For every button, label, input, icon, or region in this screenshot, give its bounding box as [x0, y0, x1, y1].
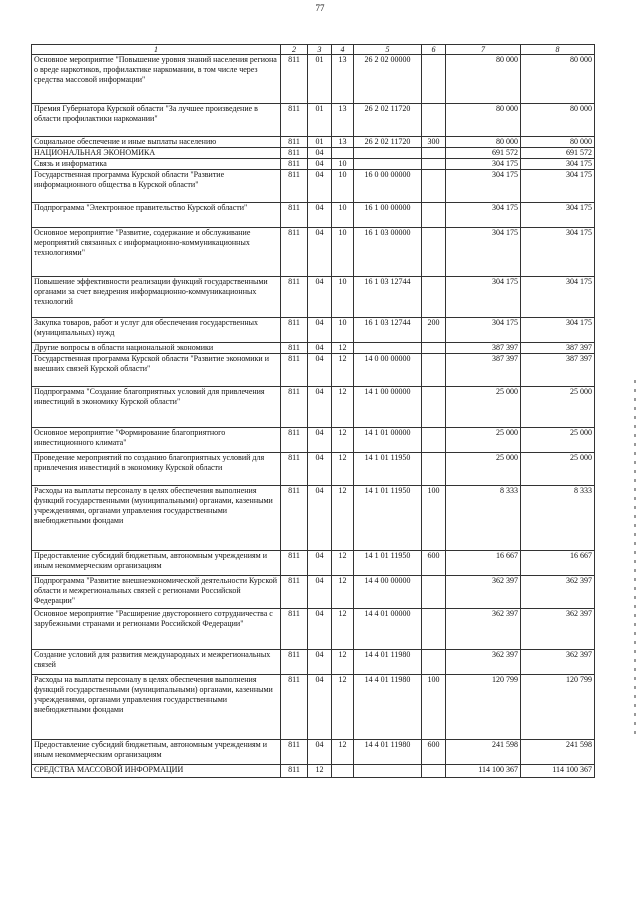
- cell-ministry-code: 811: [281, 148, 308, 159]
- cell-target-article: 16 1 03 12744: [354, 277, 422, 318]
- cell-section-code: 04: [308, 609, 332, 650]
- cell-subsection-code: 13: [332, 104, 354, 137]
- cell-name: Расходы на выплаты персоналу в целях обеспечения выполнения функций государственными (муниципальными) органами, казенными учреждениями, органами управления государственными внебюджетными фондами: [32, 486, 281, 551]
- cell-section-code: 04: [308, 675, 332, 740]
- cell-name: Основное мероприятие "Повышение уровня знаний населения региона о вреде наркотиков, профилактике наркомании, в том числе через средства массовой информации": [32, 55, 281, 104]
- cell-section-code: 04: [308, 453, 332, 486]
- cell-ministry-code: 811: [281, 387, 308, 428]
- cell-name: Государственная программа Курской области "Развитие экономики и внешних связей Курской области": [32, 354, 281, 387]
- cell-expense-type: 600: [422, 740, 446, 765]
- column-number: 3: [308, 45, 332, 55]
- column-number: 7: [446, 45, 521, 55]
- cell-section-code: 04: [308, 387, 332, 428]
- cell-ministry-code: 811: [281, 318, 308, 343]
- cell-name: Повышение эффективности реализации функций государственными органами за счет внедрения информационно-коммуникационных технологий: [32, 277, 281, 318]
- column-number: 4: [332, 45, 354, 55]
- cell-ministry-code: 811: [281, 576, 308, 609]
- cell-name: Предоставление субсидий бюджетным, автономным учреждениям и иным некоммерческим организациям: [32, 740, 281, 765]
- cell-amount-year1: 8 333: [446, 486, 521, 551]
- cell-amount-year1: 25 000: [446, 428, 521, 453]
- cell-name: Государственная программа Курской области "Развитие информационного общества в Курской области": [32, 170, 281, 203]
- cell-amount-year1: 362 397: [446, 650, 521, 675]
- cell-section-code: 04: [308, 551, 332, 576]
- table-row: [32, 609, 595, 650]
- cell-ministry-code: 811: [281, 343, 308, 354]
- cell-amount-year1: 16 667: [446, 551, 521, 576]
- cell-section-code: 04: [308, 318, 332, 343]
- cell-target-article: [354, 159, 422, 170]
- cell-amount-year2: 80 000: [521, 104, 595, 137]
- cell-expense-type: [422, 650, 446, 675]
- cell-target-article: 14 1 00 00000: [354, 387, 422, 428]
- cell-target-article: 14 4 01 11980: [354, 650, 422, 675]
- table-row: [32, 765, 595, 778]
- cell-ministry-code: 811: [281, 428, 308, 453]
- cell-section-code: 01: [308, 104, 332, 137]
- cell-target-article: 16 0 00 00000: [354, 170, 422, 203]
- cell-section-code: 12: [308, 765, 332, 778]
- cell-target-article: 16 1 00 00000: [354, 203, 422, 228]
- cell-subsection-code: 10: [332, 170, 354, 203]
- cell-section-code: 04: [308, 277, 332, 318]
- cell-section-code: 04: [308, 159, 332, 170]
- cell-amount-year2: 304 175: [521, 318, 595, 343]
- cell-amount-year1: 304 175: [446, 277, 521, 318]
- cell-expense-type: [422, 354, 446, 387]
- cell-subsection-code: 10: [332, 228, 354, 277]
- cell-section-code: 04: [308, 228, 332, 277]
- cell-target-article: 14 1 01 11950: [354, 551, 422, 576]
- table-row: [32, 740, 595, 765]
- scan-edge-mark: [634, 380, 636, 740]
- cell-subsection-code: [332, 148, 354, 159]
- cell-section-code: 04: [308, 650, 332, 675]
- table-row: [32, 675, 595, 740]
- cell-ministry-code: 811: [281, 170, 308, 203]
- cell-amount-year2: 304 175: [521, 170, 595, 203]
- cell-target-article: 26 2 02 11720: [354, 137, 422, 148]
- cell-subsection-code: 12: [332, 609, 354, 650]
- cell-subsection-code: 12: [332, 343, 354, 354]
- cell-subsection-code: 10: [332, 203, 354, 228]
- table-row: [32, 343, 595, 354]
- cell-name: Премия Губернатора Курской области "За лучшее произведение в области профилактики наркомании": [32, 104, 281, 137]
- table-row: [32, 551, 595, 576]
- cell-amount-year1: 241 598: [446, 740, 521, 765]
- cell-ministry-code: 811: [281, 228, 308, 277]
- cell-amount-year2: 114 100 367: [521, 765, 595, 778]
- cell-subsection-code: 10: [332, 318, 354, 343]
- cell-subsection-code: 12: [332, 486, 354, 551]
- cell-amount-year1: 362 397: [446, 576, 521, 609]
- cell-name: Основное мероприятие "Формирование благоприятного инвестиционного климата": [32, 428, 281, 453]
- cell-ministry-code: 811: [281, 203, 308, 228]
- cell-section-code: 04: [308, 148, 332, 159]
- cell-target-article: 16 1 03 12744: [354, 318, 422, 343]
- cell-amount-year1: 304 175: [446, 203, 521, 228]
- column-number: 5: [354, 45, 422, 55]
- cell-section-code: 04: [308, 203, 332, 228]
- cell-amount-year2: 691 572: [521, 148, 595, 159]
- cell-amount-year2: 304 175: [521, 277, 595, 318]
- cell-name: Создание условий для развития международных и межрегиональных связей: [32, 650, 281, 675]
- cell-subsection-code: [332, 765, 354, 778]
- table-row: [32, 576, 595, 609]
- table-row: [32, 170, 595, 203]
- cell-ministry-code: 811: [281, 486, 308, 551]
- cell-expense-type: [422, 170, 446, 203]
- cell-expense-type: 100: [422, 486, 446, 551]
- cell-target-article: 14 4 01 11980: [354, 675, 422, 740]
- cell-expense-type: 600: [422, 551, 446, 576]
- cell-expense-type: [422, 343, 446, 354]
- cell-section-code: 04: [308, 740, 332, 765]
- cell-target-article: [354, 148, 422, 159]
- cell-amount-year2: 362 397: [521, 650, 595, 675]
- table-row: [32, 159, 595, 170]
- cell-subsection-code: 12: [332, 650, 354, 675]
- cell-target-article: 14 1 01 11950: [354, 486, 422, 551]
- cell-name: Подпрограмма "Создание благоприятных условий для привлечения инвестиций в экономику Курской области": [32, 387, 281, 428]
- cell-section-code: 04: [308, 354, 332, 387]
- table-row: [32, 486, 595, 551]
- cell-expense-type: [422, 104, 446, 137]
- cell-expense-type: [422, 159, 446, 170]
- cell-target-article: 14 4 00 00000: [354, 576, 422, 609]
- cell-section-code: 04: [308, 486, 332, 551]
- cell-name: Социальное обеспечение и иные выплаты населению: [32, 137, 281, 148]
- cell-name: Основное мероприятие "Развитие, содержание и обслуживание мероприятий связанных с информационно-коммуникационных технологиями": [32, 228, 281, 277]
- cell-target-article: 16 1 03 00000: [354, 228, 422, 277]
- cell-expense-type: [422, 203, 446, 228]
- cell-amount-year1: 304 175: [446, 159, 521, 170]
- cell-section-code: 04: [308, 576, 332, 609]
- cell-amount-year2: 362 397: [521, 576, 595, 609]
- cell-target-article: 14 0 00 00000: [354, 354, 422, 387]
- cell-amount-year1: 691 572: [446, 148, 521, 159]
- cell-amount-year1: 304 175: [446, 170, 521, 203]
- cell-amount-year1: 114 100 367: [446, 765, 521, 778]
- column-number-row: [32, 45, 595, 55]
- cell-name: Основное мероприятие "Расширение двустороннего сотрудничества с зарубежными странами и регионами Российской Федерации": [32, 609, 281, 650]
- cell-amount-year2: 80 000: [521, 137, 595, 148]
- cell-amount-year1: 362 397: [446, 609, 521, 650]
- cell-ministry-code: 811: [281, 104, 308, 137]
- cell-expense-type: [422, 453, 446, 486]
- table-row: [32, 387, 595, 428]
- cell-target-article: 14 1 01 00000: [354, 428, 422, 453]
- table-row: [32, 354, 595, 387]
- table-row: [32, 203, 595, 228]
- cell-target-article: 14 1 01 11950: [354, 453, 422, 486]
- cell-expense-type: [422, 576, 446, 609]
- cell-subsection-code: 12: [332, 453, 354, 486]
- cell-section-code: 01: [308, 55, 332, 104]
- cell-name: СРЕДСТВА МАССОВОЙ ИНФОРМАЦИИ: [32, 765, 281, 778]
- cell-subsection-code: 13: [332, 55, 354, 104]
- cell-amount-year1: 120 799: [446, 675, 521, 740]
- cell-subsection-code: 12: [332, 354, 354, 387]
- cell-amount-year2: 25 000: [521, 428, 595, 453]
- cell-expense-type: 200: [422, 318, 446, 343]
- cell-expense-type: [422, 387, 446, 428]
- cell-subsection-code: 12: [332, 387, 354, 428]
- cell-amount-year1: 387 397: [446, 354, 521, 387]
- cell-subsection-code: 10: [332, 277, 354, 318]
- cell-expense-type: 300: [422, 137, 446, 148]
- cell-amount-year2: 362 397: [521, 609, 595, 650]
- table-row: [32, 650, 595, 675]
- cell-section-code: 01: [308, 137, 332, 148]
- cell-expense-type: [422, 765, 446, 778]
- column-number: 1: [32, 45, 281, 55]
- cell-ministry-code: 811: [281, 277, 308, 318]
- cell-section-code: 04: [308, 428, 332, 453]
- cell-section-code: 04: [308, 170, 332, 203]
- cell-subsection-code: 12: [332, 576, 354, 609]
- cell-ministry-code: 811: [281, 765, 308, 778]
- page-number: 77: [315, 3, 325, 13]
- cell-target-article: 26 2 02 11720: [354, 104, 422, 137]
- cell-subsection-code: 10: [332, 159, 354, 170]
- cell-ministry-code: 811: [281, 55, 308, 104]
- cell-amount-year2: 8 333: [521, 486, 595, 551]
- cell-subsection-code: 12: [332, 551, 354, 576]
- cell-expense-type: 100: [422, 675, 446, 740]
- cell-ministry-code: 811: [281, 740, 308, 765]
- cell-amount-year1: 25 000: [446, 387, 521, 428]
- cell-amount-year2: 120 799: [521, 675, 595, 740]
- cell-target-article: [354, 765, 422, 778]
- cell-expense-type: [422, 148, 446, 159]
- cell-ministry-code: 811: [281, 551, 308, 576]
- cell-target-article: 26 2 02 00000: [354, 55, 422, 104]
- cell-expense-type: [422, 55, 446, 104]
- cell-ministry-code: 811: [281, 453, 308, 486]
- column-number: 6: [422, 45, 446, 55]
- table-row: [32, 277, 595, 318]
- cell-ministry-code: 811: [281, 609, 308, 650]
- budget-table: [31, 44, 595, 778]
- cell-ministry-code: 811: [281, 650, 308, 675]
- table-row: [32, 428, 595, 453]
- cell-target-article: 14 4 01 00000: [354, 609, 422, 650]
- cell-name: Проведение мероприятий по созданию благоприятных условий для привлечения инвестиций в экономику Курской области: [32, 453, 281, 486]
- table-row: [32, 55, 595, 104]
- cell-amount-year1: 304 175: [446, 318, 521, 343]
- table-row: [32, 148, 595, 159]
- cell-expense-type: [422, 428, 446, 453]
- cell-expense-type: [422, 277, 446, 318]
- cell-amount-year1: 80 000: [446, 104, 521, 137]
- cell-ministry-code: 811: [281, 137, 308, 148]
- cell-ministry-code: 811: [281, 159, 308, 170]
- column-number: 2: [281, 45, 308, 55]
- cell-expense-type: [422, 609, 446, 650]
- cell-target-article: 14 4 01 11980: [354, 740, 422, 765]
- cell-amount-year2: 25 000: [521, 453, 595, 486]
- cell-amount-year2: 387 397: [521, 343, 595, 354]
- cell-subsection-code: 12: [332, 428, 354, 453]
- cell-name: Подпрограмма "Развитие внешнеэкономической деятельности Курской области и межрегиональных связей с регионами Российской Федерации": [32, 576, 281, 609]
- cell-amount-year1: 25 000: [446, 453, 521, 486]
- cell-amount-year2: 241 598: [521, 740, 595, 765]
- table-row: [32, 137, 595, 148]
- cell-amount-year1: 304 175: [446, 228, 521, 277]
- cell-section-code: 04: [308, 343, 332, 354]
- cell-name: Связь и информатика: [32, 159, 281, 170]
- cell-expense-type: [422, 228, 446, 277]
- cell-name: Предоставление субсидий бюджетным, автономным учреждениям и иным некоммерческим организациям: [32, 551, 281, 576]
- cell-subsection-code: 12: [332, 675, 354, 740]
- cell-subsection-code: 12: [332, 740, 354, 765]
- cell-amount-year2: 304 175: [521, 228, 595, 277]
- cell-name: НАЦИОНАЛЬНАЯ ЭКОНОМИКА: [32, 148, 281, 159]
- table-row: [32, 453, 595, 486]
- cell-name: Другие вопросы в области национальной экономики: [32, 343, 281, 354]
- cell-ministry-code: 811: [281, 354, 308, 387]
- cell-amount-year2: 80 000: [521, 55, 595, 104]
- cell-target-article: [354, 343, 422, 354]
- cell-name: Подпрограмма "Электронное правительство Курской области": [32, 203, 281, 228]
- table-row: [32, 104, 595, 137]
- cell-amount-year2: 387 397: [521, 354, 595, 387]
- column-number: 8: [521, 45, 595, 55]
- cell-amount-year2: 304 175: [521, 203, 595, 228]
- table-row: [32, 318, 595, 343]
- cell-ministry-code: 811: [281, 675, 308, 740]
- cell-amount-year1: 387 397: [446, 343, 521, 354]
- cell-amount-year1: 80 000: [446, 55, 521, 104]
- table-row: [32, 228, 595, 277]
- cell-amount-year2: 304 175: [521, 159, 595, 170]
- cell-amount-year2: 16 667: [521, 551, 595, 576]
- cell-amount-year2: 25 000: [521, 387, 595, 428]
- cell-subsection-code: 13: [332, 137, 354, 148]
- cell-amount-year1: 80 000: [446, 137, 521, 148]
- cell-name: Расходы на выплаты персоналу в целях обеспечения выполнения функций государственными (муниципальными) органами, казенными учреждениями, органами управления государственными внебюджетными фондами: [32, 675, 281, 740]
- cell-name: Закупка товаров, работ и услуг для обеспечения государственных (муниципальных) нужд: [32, 318, 281, 343]
